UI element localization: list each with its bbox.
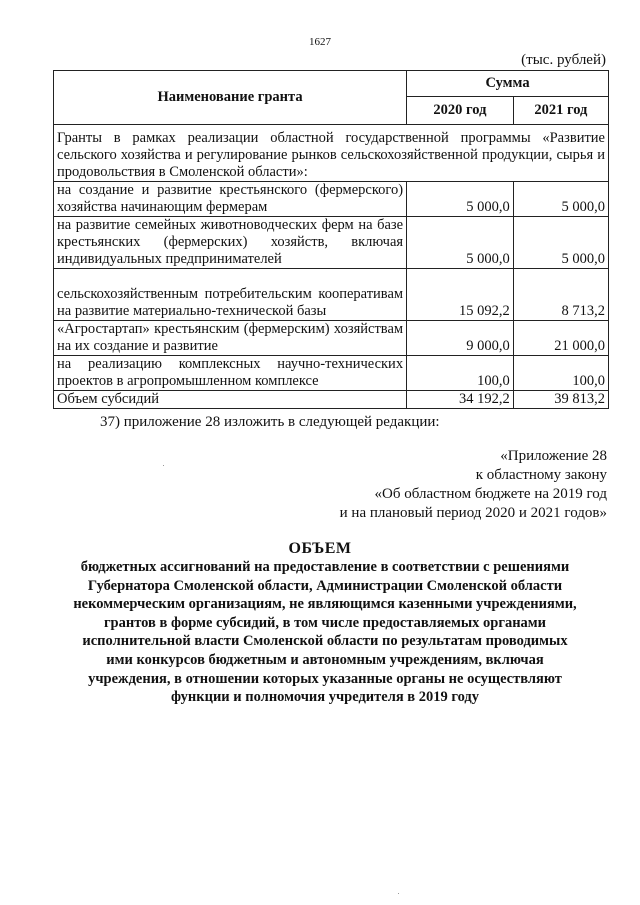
scan-speck	[163, 465, 164, 466]
amendment-text: 37) приложение 28 изложить в следующей редакции:	[100, 414, 440, 430]
grant-name: сельскохозяйственным потребительским кооперативам на развитие материально-технической базы	[54, 269, 407, 321]
value-2020: 100,0	[407, 356, 514, 391]
header-grant-name: Наименование гранта	[54, 71, 407, 125]
total-label: Объем субсидий	[54, 391, 407, 409]
document-title: ОБЪЕМ	[288, 540, 352, 557]
units-label: (тыс. рублей)	[521, 52, 606, 68]
value-2021: 5 000,0	[513, 217, 608, 269]
table-row	[54, 356, 609, 391]
page-number: 1627	[309, 36, 331, 48]
total-row	[54, 391, 609, 409]
grant-name: «Агростартап» крестьянским (фермерским) хозяйствам на их создание и развитие	[54, 321, 407, 356]
header-year-2020: 2020 год	[407, 97, 514, 125]
grants-table	[53, 70, 609, 409]
scan-speck	[398, 893, 399, 894]
table-row	[54, 217, 609, 269]
value-2020: 15 092,2	[407, 269, 514, 321]
header-year-2021: 2021 год	[513, 97, 608, 125]
appendix-line: и на плановый период 2020 и 2021 годов»	[339, 505, 607, 521]
appendix-line: «Об областном бюджете на 2019 год	[374, 486, 607, 502]
total-2020: 34 192,2	[407, 391, 514, 409]
value-2020: 9 000,0	[407, 321, 514, 356]
value-2021: 21 000,0	[513, 321, 608, 356]
appendix-line: к областному закону	[475, 467, 607, 483]
grant-name: на реализацию комплексных научно-технических проектов в агропромышленном комплексе	[54, 356, 407, 391]
grant-name: на создание и развитие крестьянского (фермерского) хозяйства начинающим фермерам	[54, 182, 407, 217]
table-row	[54, 182, 609, 217]
value-2021: 100,0	[513, 356, 608, 391]
total-2021: 39 813,2	[513, 391, 608, 409]
value-2021: 5 000,0	[513, 182, 608, 217]
appendix-line: «Приложение 28	[500, 448, 607, 464]
table-row	[54, 321, 609, 356]
section-heading: Гранты в рамках реализации областной государственной программы «Развитие сельского хозяйства и регулирование рынков сельскохозяйственной продукции, сырья и продовольствия в Смоленской области»:	[54, 125, 609, 182]
header-sum: Сумма	[407, 71, 609, 97]
grant-name: на развитие семейных животноводческих ферм на базе крестьянских (фермерских) хозяйств, включая индивидуальных предпринимателей	[54, 217, 407, 269]
value-2021: 8 713,2	[513, 269, 608, 321]
table-row	[54, 269, 609, 321]
value-2020: 5 000,0	[407, 182, 514, 217]
document-subtitle: бюджетных ассигнований на предоставление в соответствии с решениями Губернатора Смоленской области, Администрации Смоленской области некоммерческим организациям, не являющимся казенными учреждениями, грантов в форме субсидий, в том числе предоставляемых органами исполнительной власти Смоленской области по результатам проводимых ими конкурсов бюджетным и автономным учреждениям, включая учреждения, в отношении которых указанные органы не осуществляют функции и полномочия учредителя в 2019 году	[73, 559, 577, 706]
appendix-header	[340, 447, 607, 523]
value-2020: 5 000,0	[407, 217, 514, 269]
